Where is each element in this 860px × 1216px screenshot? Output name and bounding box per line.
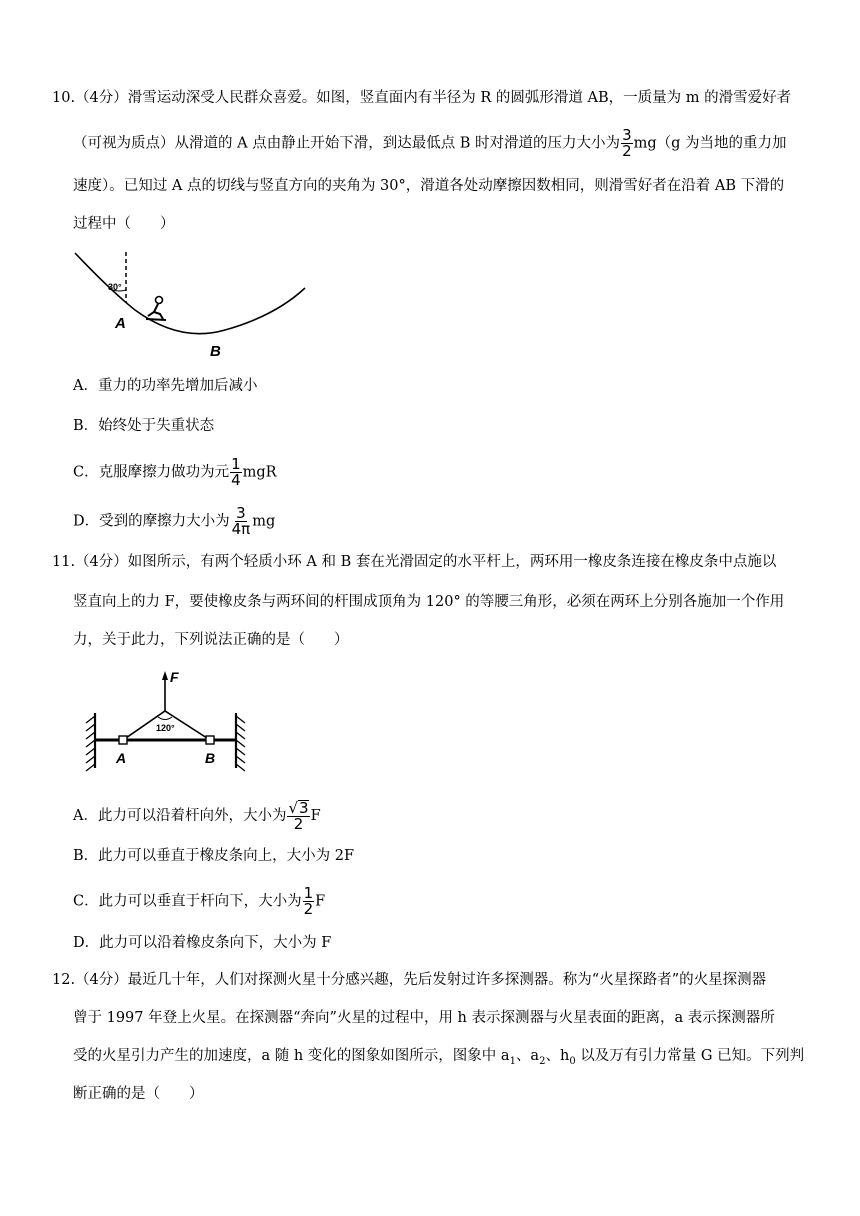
q12-line-3c: 、h (545, 1048, 570, 1064)
q11-option-a-fraction (287, 800, 309, 832)
q10-option-d-text: D．受到的摩擦力大小为 (73, 513, 230, 530)
frac-numerator: √3 (288, 799, 309, 817)
label-a: A (115, 315, 126, 332)
q10-option-b: B．始终处于失重状态 (73, 418, 215, 434)
frac-numerator: 1 (231, 455, 241, 473)
q10-line-2b: mg（g 为当地的重力加 (633, 135, 787, 152)
subscript-2: 2 (539, 1055, 546, 1067)
q10-option-c-tail: mgR (242, 464, 277, 481)
frac-denominator: 2 (622, 142, 632, 160)
q11-line-2: 竖直向上的力 F，要使橡皮条与两环间的杆围成顶角为 120° 的等腰三角形，必须在两环上分别各施加一个作用 (73, 594, 785, 610)
q10-line-3: 速度）。已知过 A 点的切线与竖直方向的夹角为 30°，滑道各处动摩擦因数相同，则滑雪好者在沿着 AB 下滑的 (73, 178, 785, 194)
q10-option-c (73, 457, 277, 488)
ring-b (206, 736, 214, 744)
frac-numerator: 3 (622, 126, 632, 144)
q11-option-a-tail: F (310, 808, 321, 824)
angle-label: 30° (108, 282, 122, 292)
q11-option-d: D．此力可以沿着橡皮条向下，大小为 F (73, 935, 332, 951)
q12-line-4: 断正确的是（ ） (73, 1086, 204, 1102)
q10-line-2 (73, 128, 787, 159)
q10-line-1: 10.（4分）滑雪运动深受人民群众喜爱。如图，竖直面内有半径为 R 的圆弧形滑道 AB，一质量为 m 的滑雪爱好者 (52, 90, 792, 106)
q11-option-c (73, 886, 325, 917)
sqrt-radicand: 3 (299, 799, 309, 817)
q12-line-3b: 、a (515, 1048, 540, 1064)
q10-option-c-text: C．克服摩擦力做功为元 (73, 464, 230, 481)
rubber-band-figure (78, 668, 258, 774)
q11-option-a (73, 800, 321, 832)
q11-option-c-text: C．此力可以垂直于杆向下，大小为 (73, 893, 302, 910)
force-label: F (170, 669, 179, 685)
arc-slope (75, 253, 305, 334)
frac-numerator: 1 (303, 884, 314, 902)
q10-option-d-tail: mg (252, 513, 276, 530)
q12-line-3a: 受的火星引力产生的加速度，a 随 h 变化的图象如图所示，图象中 a (73, 1048, 510, 1064)
arrow-head (162, 671, 168, 680)
q10-line-4: 过程中（ ） (73, 216, 175, 232)
q11-option-c-tail: F (315, 893, 326, 910)
q11-option-c-fraction (303, 886, 315, 917)
subscript-1: 1 (509, 1055, 516, 1067)
label-b: B (210, 343, 221, 360)
right-wall-hatch (236, 716, 245, 771)
label-a: A (116, 750, 127, 766)
skier-icon (146, 297, 166, 321)
q10-option-d (73, 506, 275, 537)
ring-a (119, 736, 127, 744)
q12-line-3d: 以及万有引力常量 G 已知。下列判 (575, 1048, 805, 1064)
q12-line-1: 12.（4分）最近几十年，人们对探测火星十分感兴趣，先后发射过许多探测器。称为“火星探路者”的火星探测器 (52, 972, 767, 988)
angle-label: 120° (156, 723, 175, 733)
frac-denominator: 4π (231, 520, 251, 538)
q10-option-a: A．重力的功率先增加后减小 (73, 378, 258, 394)
frac-denominator: 2 (293, 815, 304, 833)
q10-option-d-fraction (231, 506, 252, 537)
q11-line-1: 11.（4分）如图所示，有两个轻质小环 A 和 B 套在光滑固定的水平杆上，两环用一橡皮条连接在橡皮条中点施以 (52, 554, 777, 570)
q12-line-2: 曾于 1997 年登上火星。在探测器“奔向”火星的过程中，用 h 表示探测器与火星表面的距离，a 表示探测器所 (73, 1010, 775, 1026)
frac-denominator: 4 (231, 471, 241, 489)
q11-line-3: 力，关于此力，下列说法正确的是（ ） (73, 632, 349, 648)
label-b: B (205, 750, 216, 766)
left-wall-hatch (86, 716, 95, 771)
angle-arc (158, 717, 172, 720)
q11-option-b: B．此力可以垂直于橡皮条向上，大小为 2F (73, 848, 355, 864)
q10-line-2a: （可视为质点）从滑道的 A 点由静止开始下滑，到达最低点 B 时对滑道的压力大小为 (73, 135, 621, 152)
ski-slope-figure (70, 248, 310, 360)
subscript-0: 0 (569, 1055, 576, 1067)
q10-fraction (621, 128, 633, 159)
frac-denominator: 2 (303, 900, 314, 918)
q10-option-c-fraction (230, 457, 242, 488)
frac-numerator: 3 (236, 504, 246, 522)
q12-line-3 (73, 1046, 804, 1072)
q11-option-a-text: A．此力可以沿着杆向外，大小为 (73, 808, 287, 824)
